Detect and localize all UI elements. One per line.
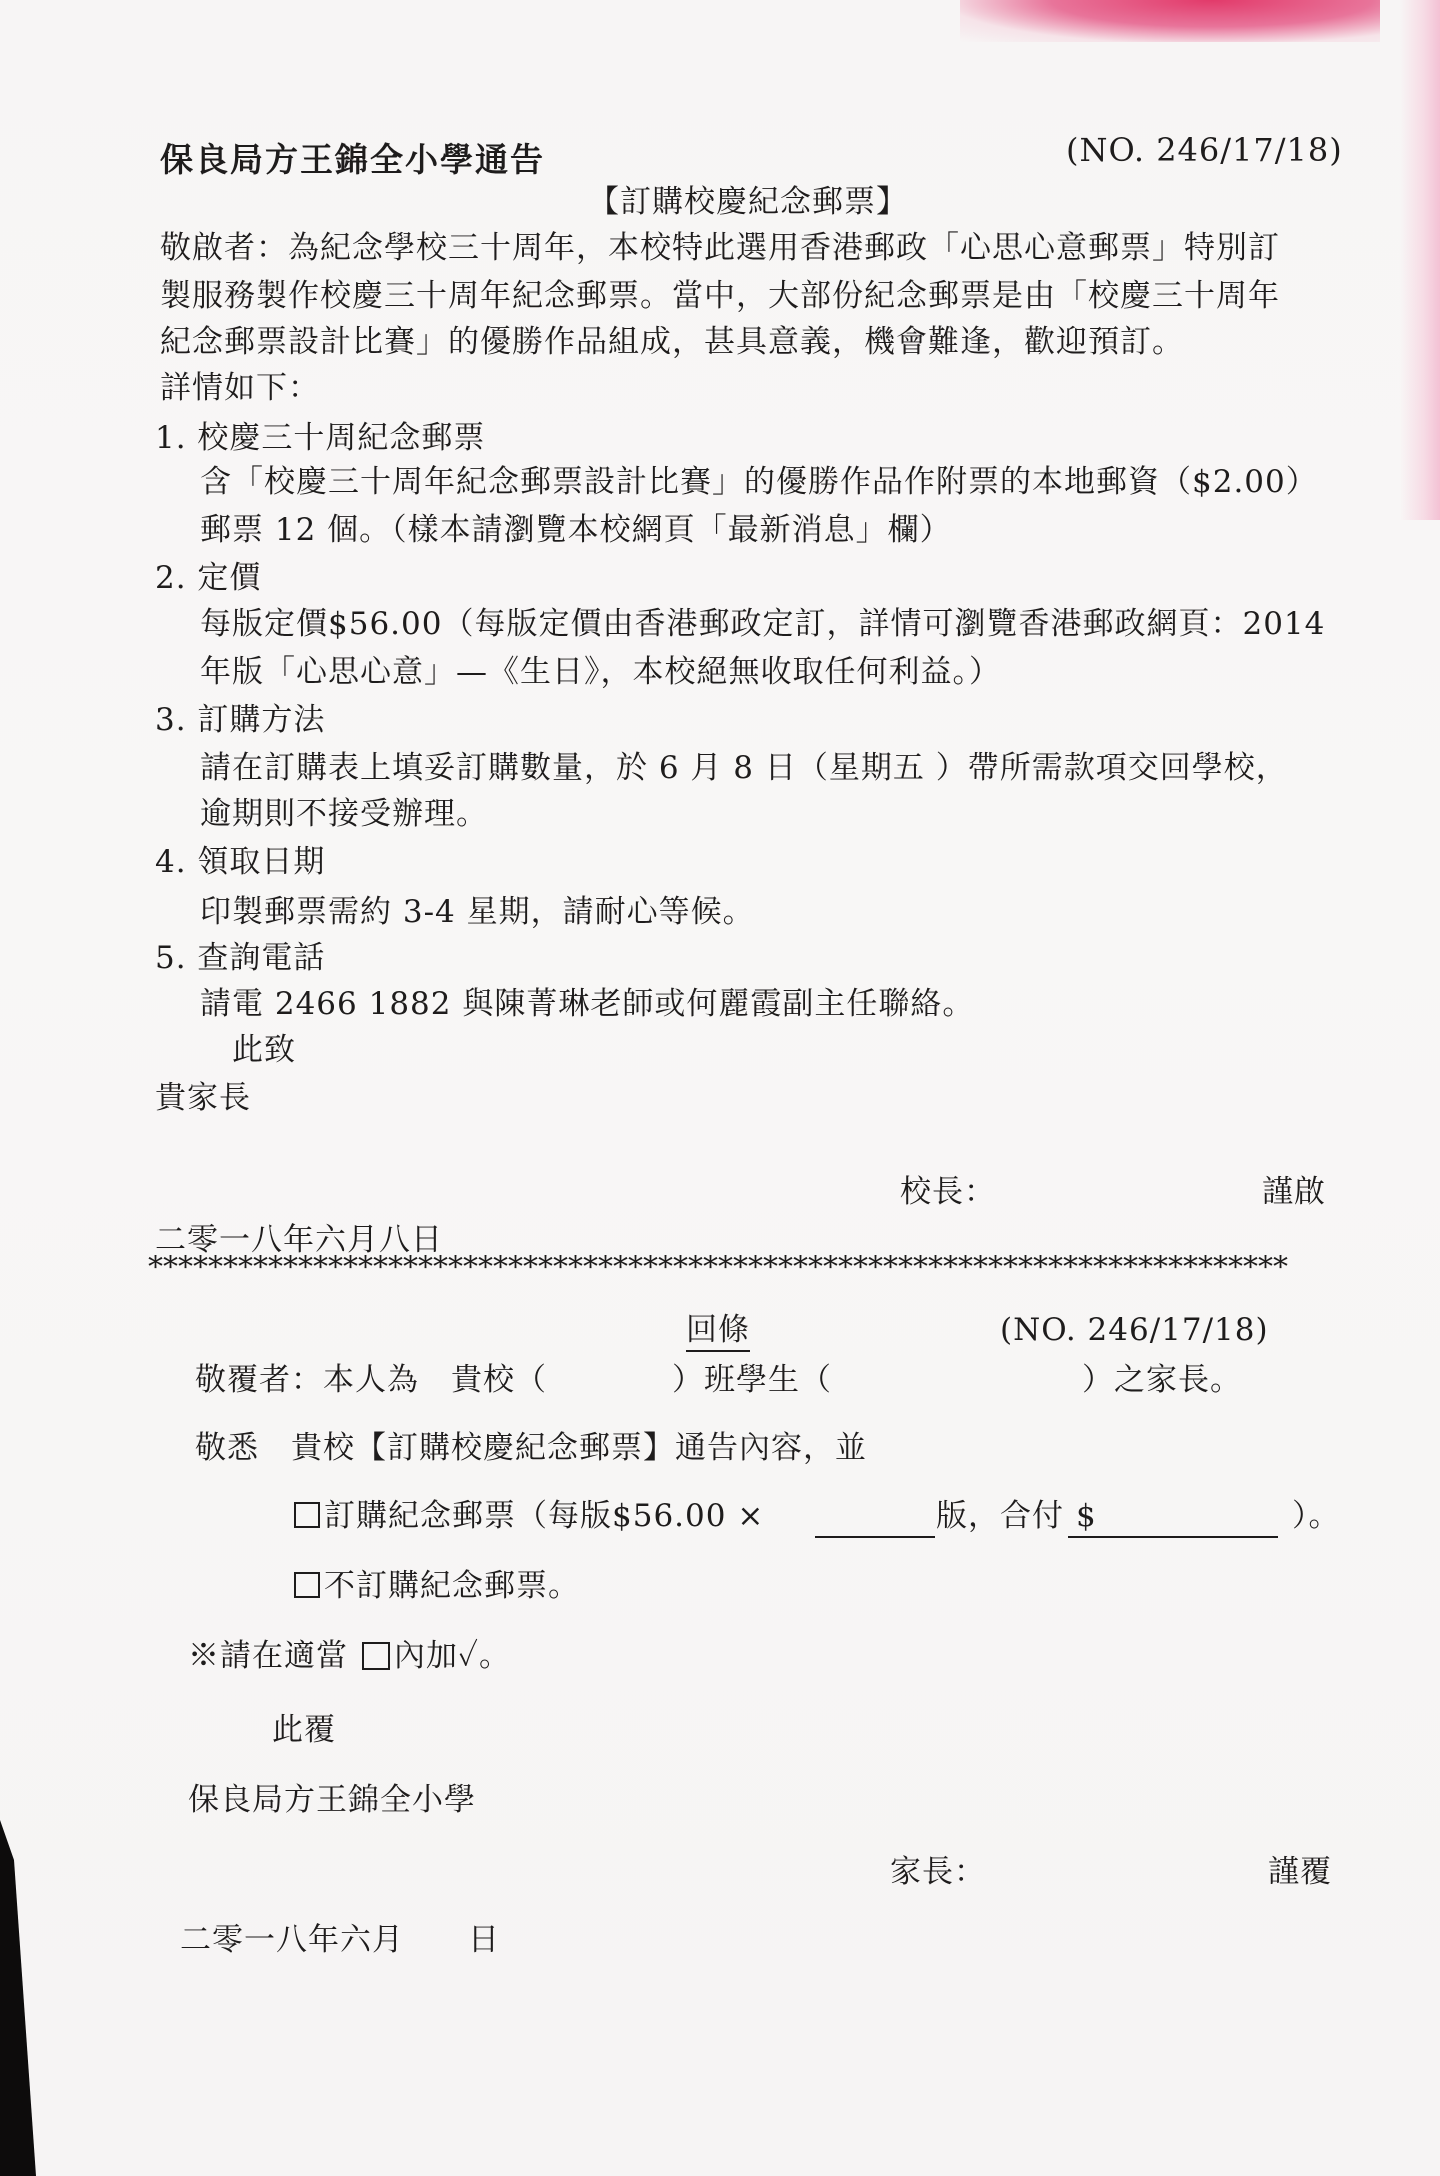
note-end: 內加✓。 [394, 1638, 511, 1674]
order-option-label: 訂購紀念郵票（每版$56.00 × [324, 1498, 765, 1534]
to-parents: 貴家長 [155, 1080, 251, 1116]
reply-line-1-end: ）之家長。 [1082, 1362, 1242, 1398]
reply-line-1-class: ）班學生（ [672, 1362, 832, 1398]
notice-number: (NO. 246/17/18) [1066, 131, 1343, 169]
item-5-line-1: 請電 2466 1882 與陳菁琳老師或何麗霞副主任聯絡。 [200, 986, 975, 1022]
intro-line-3: 紀念郵票設計比賽」的優勝作品組成，甚具意義，機會難逢，歡迎預訂。 [160, 324, 1184, 360]
school-notice-heading: 保良局方王錦全小學通告 [160, 140, 545, 179]
reply-school-name: 保良局方王錦全小學 [188, 1782, 476, 1818]
principal-label: 校長： [900, 1174, 996, 1210]
parent-label: 家長： [890, 1854, 986, 1890]
item-2-line-1: 每版定價$56.00（每版定價由香港郵政定訂，詳情可瀏覽香港郵政網頁：2014 [200, 606, 1326, 642]
reply-title [686, 1310, 750, 1350]
item-3-line-2: 逾期則不接受辦理。 [200, 796, 488, 832]
amount-blank-line[interactable] [1068, 1536, 1278, 1538]
pink-tint-right [1400, 0, 1440, 520]
item-2-heading: 2. 定價 [155, 560, 262, 596]
ci-zhi: 此致 [232, 1032, 296, 1068]
item-1-heading: 1. 校慶三十周紀念郵票 [155, 420, 486, 456]
intro-line-2: 製服務製作校慶三十周年紀念郵票。當中，大部份紀念郵票是由「校慶三十周年 [160, 278, 1280, 314]
order-checkbox[interactable] [294, 1502, 320, 1528]
item-3-heading: 3. 訂購方法 [155, 702, 326, 738]
intro-line-1: 敬啟者：為紀念學校三十周年，本校特此選用香港郵政「心思心意郵票」特別訂 [160, 230, 1280, 266]
quantity-blank-line[interactable] [815, 1536, 935, 1538]
notice-title: 【訂購校慶紀念郵票】 [588, 184, 908, 220]
reply-date: 二零一八年六月 日 [180, 1922, 500, 1958]
order-option-middle: 版，合付 [936, 1498, 1064, 1534]
item-4-heading: 4. 領取日期 [155, 844, 326, 880]
reply-title-text: 回條 [686, 1312, 750, 1352]
item-3-line-1: 請在訂購表上填妥訂購數量，於 6 月 8 日（星期五 ）帶所需款項交回學校， [200, 750, 1288, 786]
item-5-heading: 5. 查詢電話 [155, 940, 326, 976]
item-2-line-2: 年版「心思心意」—《生日》，本校絕無收取任何利益。） [200, 654, 1001, 690]
no-order-checkbox[interactable] [294, 1572, 320, 1598]
item-1-line-1: 含「校慶三十周年紀念郵票設計比賽」的優勝作品作附票的本地郵資（$2.00） [200, 464, 1318, 500]
order-dollar-sign: $ [1076, 1498, 1097, 1534]
pink-object-top [960, 0, 1380, 42]
item-4-line-1: 印製郵票需約 3-4 星期，請耐心等候。 [200, 894, 755, 930]
note-start: ※請在適當 [188, 1638, 348, 1674]
reply-line-2: 敬悉 貴校【訂購校慶紀念郵票】通告內容，並 [195, 1430, 867, 1466]
no-order-option-label: 不訂購紀念郵票。 [324, 1568, 580, 1604]
ci-fu: 此覆 [272, 1712, 336, 1748]
details-label: 詳情如下： [160, 370, 320, 406]
item-1-line-2: 郵票 12 個。（樣本請瀏覽本校網頁「最新消息」欄） [200, 512, 952, 548]
jin-qi: 謹啟 [1262, 1174, 1326, 1210]
reply-notice-number: (NO. 246/17/18) [1000, 1312, 1269, 1348]
dark-shadow-left [0, 1820, 70, 2176]
order-option-end: ）。 [1292, 1498, 1341, 1534]
notice-date: 二零一八年六月八日 [155, 1222, 443, 1258]
note-box-icon [362, 1642, 390, 1670]
jin-fu: 謹覆 [1268, 1854, 1332, 1890]
reply-line-1-start: 敬覆者：本人為 貴校（ [195, 1362, 547, 1398]
separator-stars: **************************************************************************** [148, 1255, 1288, 1281]
